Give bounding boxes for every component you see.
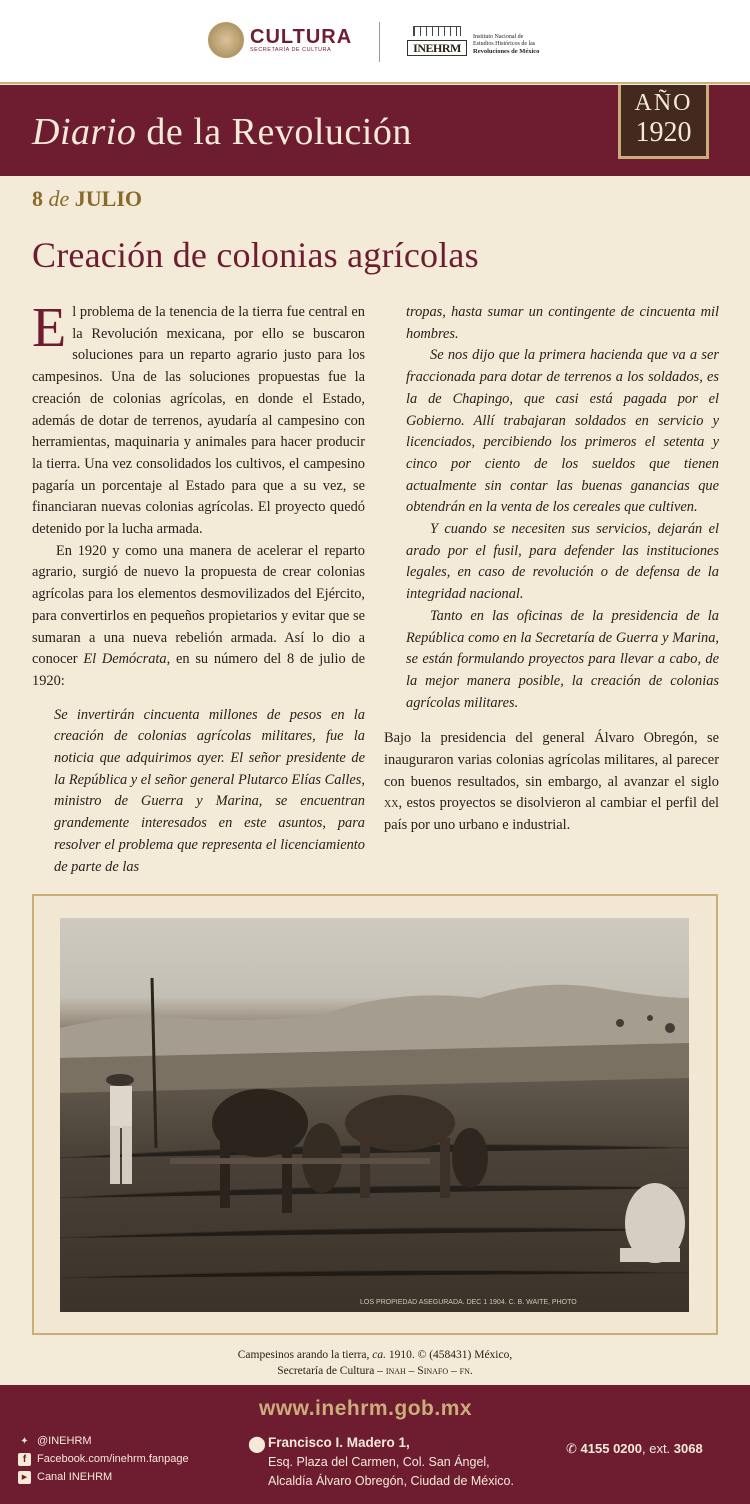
article-date: 8 de JULIO	[32, 186, 143, 211]
photo-caption: Campesinos arando la tierra, ca. 1910. © (458431) México, Secretaría de Cultura – inah – Sinafo – fn.	[237, 1349, 513, 1377]
website-link[interactable]: www.inehrm.gob.mx	[259, 1397, 473, 1420]
phone-number[interactable]: ✆ 4155 0200, ext. 3068	[566, 1441, 703, 1456]
inehrm-building-icon	[407, 26, 467, 56]
ploughing-scene-illustration	[60, 918, 689, 1312]
year-value: 1920	[635, 117, 692, 148]
series-title: Diario de la Revolución	[32, 111, 412, 153]
year-badge	[618, 85, 709, 159]
cultura-wordmark: CULTURA	[250, 26, 353, 48]
quote-continuation: tropas, hasta sumar un contingente de cincuenta mil hombres. Se nos dijo que la primera hacienda que va a ser fraccionada para dotar de terrenos a los soldados, es la de Chapingo, que casi está pagada por el Gobierno. Allí trabajaran soldados en servicio y licenciados, percibiendo los primeros el setenta y cinco por ciento de los sueldos que tienen actualmente sin contar las buenas ganancias que obtendrán en la venta de los cereales que cultiven. Y cuando se necesiten sus servicios, dejarán el arado por el fusil, para defender las instituciones legales, en caso de revolución o de defensa de la integridad nacional. Tanto en las oficinas de la presidencia de la República como en la Secretaría de Guerra y Marina, se están formulando proyectos para llevar a cabo, de la mejor manera posible, la creación de colonias agrícolas militares.	[384, 302, 719, 714]
twitter-icon: ✦	[20, 1435, 29, 1447]
paragraph-1: El problema de la tenencia de la tierra fue central en la Revolución mexicana, por ello se buscaron soluciones para un reparto agrario justo para los campesinos. Una de las soluciones propuestas fue la creación de colonias agrícolas, en donde el Estado, además de dotar de terrenos, ayudaría al campesino con herramientas, maquinaria y animales para hacer producir la tierra. Una vez consolidados los cultivos, el campesino pagaría un porcentaje al Estado para que a su vez, se financiaran nuevas colonias agrícolas. El proyecto quedó detenido por la lucha armada.	[32, 297, 365, 538]
article-column-left	[32, 297, 366, 878]
youtube-link[interactable]: ▶ Canal INEHRM	[18, 1468, 189, 1486]
facebook-icon: f	[18, 1453, 31, 1466]
quote-block-1: Se invertirán cincuenta millones de pesos en la creación de colonias agrícolas militares, fue la noticia que adquirimos ayer. El señor presidente de la República y el señor general Plutarco Elías Calles, ministro de Guerra y Marina, se encuentran grandemente interesados en este asuntos, para resolver el problema que representa el licenciamiento de parte de las	[54, 706, 365, 875]
postal-address: ⬤ Francisco I. Madero 1, Esq. Plaza del Carmen, Col. San Ángel, Alcaldía Álvaro Obregón, Ciudad de México.	[248, 1435, 514, 1488]
photo-inscription: LOS PROPIEDAD ASEGURADA. DEC 1 1904. C. B. WAITE, PHOTO	[360, 1299, 577, 1306]
quote-block-4: Tanto en las oficinas de la presidencia de la República como en la Secretaría de Guerra y Marina, se están formulando proyectos para llevar a cabo, de la mejor manera posible, la creación de colonias agrícolas militares.	[406, 607, 719, 711]
historic-photo	[60, 918, 689, 1312]
paragraph-2: En 1920 y como una manera de acelerar el reparto agrario, surgió de nuevo la propuesta de crear colonias agrícolas para los elementos desmovilizados del Ejército, para convertirlos en pequeños propietarios y evitar que se sumaran a una nueva rebelión armada. Así lo dio a conocer El Demócrata, en su número del 8 de julio de 1920:	[32, 542, 366, 689]
quote-block-2: Se nos dijo que la primera hacienda que va a ser fraccionada para dotar de terrenos a los soldados, es la de Chapingo, que casi está pagada por el Gobierno. Allí trabajaran soldados en servicio y licenciados, percibiendo los primeros el setenta y cinco por ciento de los sueldos que tienen actualmente sin contar las buenas ganancias que obtendrán en la venta de los cereales que cultiven.	[406, 347, 719, 516]
right-farmer	[620, 1155, 685, 1263]
national-seal-icon	[208, 22, 244, 58]
youtube-icon: ▶	[18, 1471, 31, 1484]
inehrm-fullname: Instituto Nacional de Estudios Históricos de las Revoluciones de México	[473, 34, 540, 55]
cultura-subtitle: SECRETARÍA DE CULTURA	[250, 47, 332, 53]
article-column-right	[384, 302, 719, 837]
top-logo-bar	[0, 0, 750, 84]
facebook-link[interactable]: f Facebook.com/inehrm.fanpage	[18, 1450, 189, 1468]
drop-cap: E	[32, 297, 67, 359]
inehrm-wordmark: INEHRM	[407, 40, 467, 56]
location-pin-icon: ⬤	[248, 1436, 266, 1453]
left-farmer	[106, 1074, 134, 1184]
article-headline: Creación de colonias agrícolas	[32, 235, 479, 275]
phone-icon: ✆	[566, 1441, 577, 1456]
closing-paragraph: Bajo la presidencia del general Álvaro Obregón, se inauguraron varias colonias agrícolas militares, al parecer con buenos resultados, sin embargo, al avanzar el siglo xx, estos proyectos se disolvieron al cambiar el perfil del país por uno urbano e industrial.	[384, 730, 719, 834]
quote-block-3: Y cuando se necesiten sus servicios, dejarán el arado por el fusil, para defender las instituciones legales, en caso de revolución o de defensa de la integridad nacional.	[406, 521, 719, 603]
twitter-link[interactable]: ✦ @INEHRM	[18, 1432, 189, 1450]
year-label: AÑO	[634, 90, 693, 116]
social-links	[18, 1432, 189, 1486]
inehrm-logo[interactable]	[407, 26, 568, 56]
cultura-logo[interactable]	[208, 22, 352, 58]
logo-divider	[379, 22, 380, 62]
